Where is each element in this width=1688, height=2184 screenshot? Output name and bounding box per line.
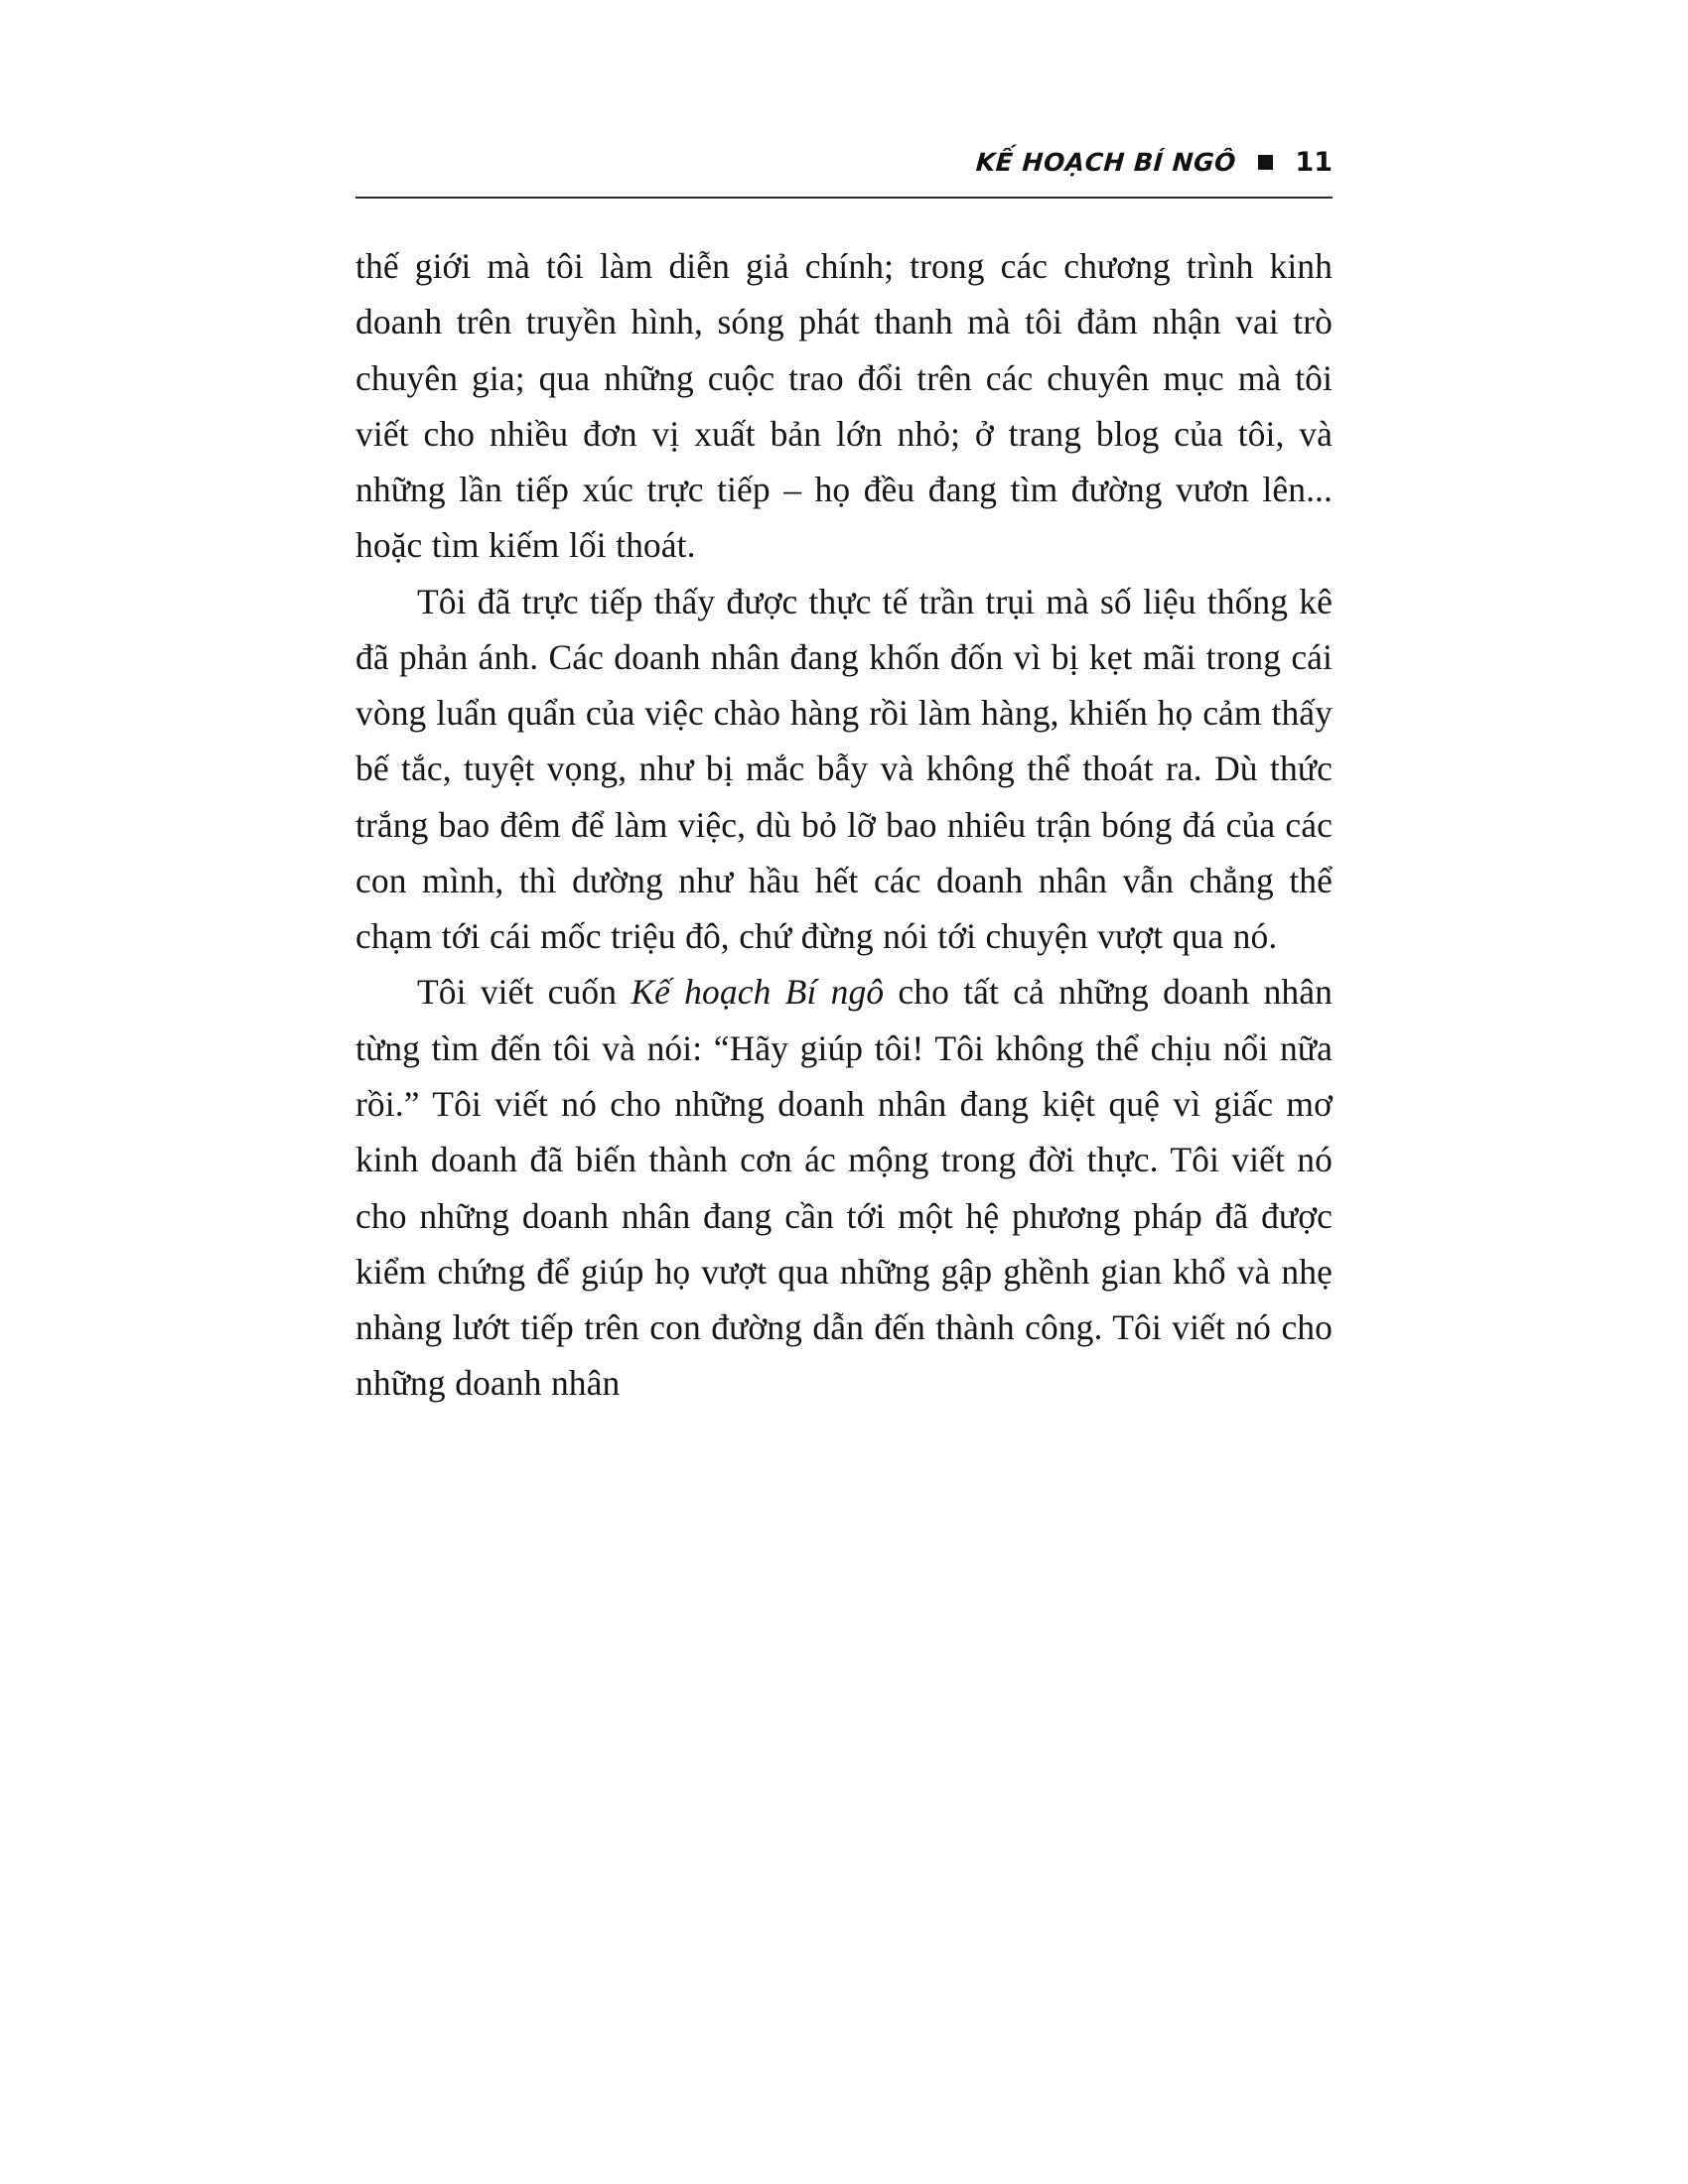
- square-bullet-icon: [1258, 155, 1273, 170]
- running-header: [355, 139, 1333, 185]
- page-content-column: [355, 139, 1333, 1412]
- paragraph-3-lead-text: Tôi viết cuốn: [417, 972, 632, 1013]
- body-text: [355, 238, 1333, 1412]
- paragraph-2: Tôi đã trực tiếp thấy được thực tế trần trụi mà số liệu thống kê đã phản ánh. Các doanh nhân đang khốn đốn vì bị kẹt mãi trong cái vòng luẩn quẩn của việc chào hàng rồi làm hàng, khiến họ cảm thấy bế tắc, tuyệt vọng, như bị mắc bẫy và không thể thoát ra. Dù thức trắng bao đêm để làm việc, dù bỏ lỡ bao nhiêu trận bóng đá của các con mình, thì dường như hầu hết các doanh nhân vẫn chẳng thể chạm tới cái mốc triệu đô, chứ đừng nói tới chuyện vượt qua nó.: [355, 581, 1333, 957]
- paragraph-1: thế giới mà tôi làm diễn giả chính; trong các chương trình kinh doanh trên truyền hình, sóng phát thanh mà tôi đảm nhận vai trò chuyên gia; qua những cuộc trao đổi trên các chuyên mục mà tôi viết cho nhiều đơn vị xuất bản lớn nhỏ; ở trang blog của tôi, và những lần tiếp xúc trực tiếp – họ đều đang tìm đường vươn lên... hoặc tìm kiếm lối thoát.: [355, 246, 1333, 566]
- running-header-title: KẾ HOẠCH BÍ NGÔ: [975, 147, 1238, 177]
- book-title-italic: Kế hoạch Bí ngô: [631, 972, 885, 1013]
- header-divider: [355, 197, 1333, 199]
- paragraph-3: [355, 964, 1333, 1411]
- paragraph-3-trailing-text: cho tất cả những doanh nhân từng tìm đến tôi và nói: “Hãy giúp tôi! Tôi không thể chịu nổi nữa rồi.” Tôi viết nó cho những doanh nhân đang kiệt quệ vì giấc mơ kinh doanh đã biến thành cơn ác mộng trong đời thực. Tôi viết nó cho những doanh nhân đang cần tới một hệ phương pháp đã được kiểm chứng để giúp họ vượt qua những gập ghềnh gian khổ và nhẹ nhàng lướt tiếp trên con đường dẫn đến thành công. Tôi viết nó cho những doanh nhân: [355, 972, 1333, 1404]
- page-number: 11: [1295, 146, 1333, 178]
